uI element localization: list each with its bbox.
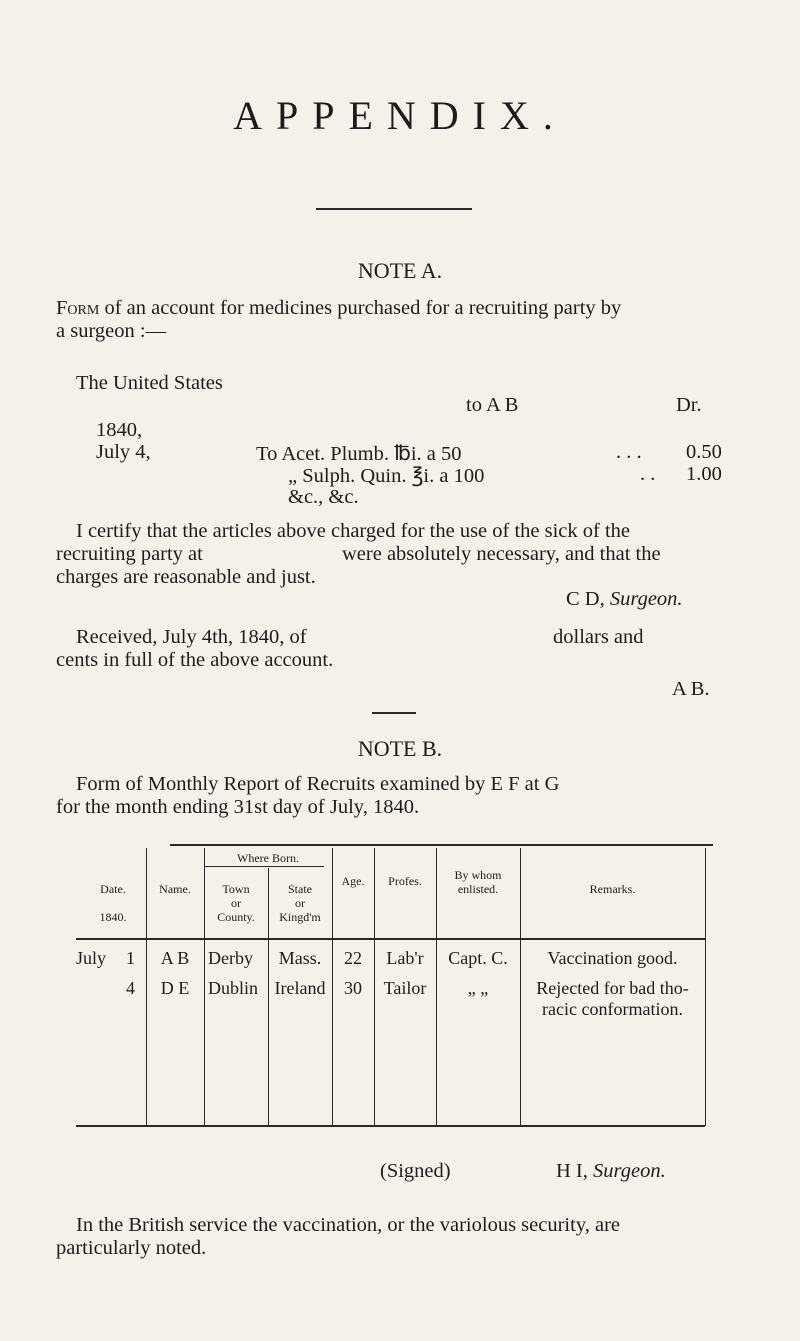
item-line-1: To Acet. Plumb. ℔i. a 50 — [256, 443, 462, 465]
row-2-remarks-line-2: racic conformation. — [542, 999, 683, 1019]
header-by-whom-1: By whom — [454, 868, 502, 882]
header-date-label: Date. — [100, 882, 126, 896]
intro-text: of an account for medicines purchased for a recruiting party by — [104, 297, 622, 319]
header-state-3: Kingd'm — [279, 910, 321, 924]
where-born-rule — [204, 866, 324, 867]
signed-label: (Signed) — [380, 1160, 451, 1182]
header-town — [204, 882, 268, 924]
header-by-whom — [436, 868, 520, 896]
row-2-remarks — [520, 978, 705, 1020]
received-sign: A B. — [672, 678, 710, 700]
note-b-signer-title: Surgeon. — [593, 1160, 666, 1182]
note-b-title: NOTE B. — [357, 736, 443, 761]
received-line-2: cents in full of the above account. — [56, 649, 334, 671]
certify-line-2a: recruiting party at — [56, 543, 203, 565]
note-b-intro-line-2: for the month ending 31st day of July, 1840. — [56, 796, 420, 818]
note-b-intro-line-1: Form of Monthly Report of Recruits examined by E F at G — [76, 773, 560, 795]
note-a-signature — [566, 588, 683, 611]
header-where-born: Where Born. — [237, 851, 299, 865]
item-line-2: „ Sulph. Quin. ℥i. a 100 — [288, 465, 485, 487]
table-bottom-rule — [76, 1125, 705, 1127]
received-line-1b: dollars and — [553, 626, 644, 648]
row-2-profes: Tailor — [383, 978, 427, 998]
signer-initials: C D, — [566, 588, 605, 610]
note-b-signature — [556, 1160, 666, 1183]
received-line-1a: Received, July 4th, 1840, of — [76, 626, 307, 648]
item-dots-1: . . . — [616, 441, 642, 463]
note-a-title: NOTE A. — [357, 258, 443, 283]
header-state — [268, 882, 332, 924]
closing-text — [56, 1214, 756, 1260]
row-2-name: D E — [160, 978, 190, 998]
intro-text-line2: a surgeon :— — [56, 320, 167, 342]
item-etc: &c., &c. — [288, 486, 359, 508]
row-1-profes: Lab'r — [386, 948, 424, 968]
closing-line-1: In the British service the vaccination, or the variolous security, are — [76, 1214, 621, 1236]
header-state-1: State — [288, 882, 312, 896]
closing-line-2: particularly noted. — [56, 1237, 207, 1259]
row-1-town: Derby — [208, 948, 253, 968]
note-a-intro — [56, 297, 746, 343]
signer-title: Surgeon. — [609, 588, 683, 610]
certify-line-3: charges are reasonable and just. — [56, 566, 316, 588]
header-town-2: or — [231, 896, 241, 910]
to-party: to A B — [466, 394, 519, 416]
row-1-name: A B — [160, 948, 190, 968]
item-dots-2: . . — [640, 463, 656, 485]
note-rule — [372, 712, 416, 714]
header-profes: Profes. — [388, 874, 422, 888]
row-2-remarks-line-1: Rejected for bad tho- — [536, 978, 689, 998]
header-town-1: Town — [222, 882, 250, 896]
certify-line-2b: were absolutely necessary, and that the — [342, 543, 661, 565]
header-date — [80, 882, 146, 924]
form-word: Form — [56, 297, 100, 319]
account-year: 1840, — [96, 419, 143, 441]
row-2-day: 4 — [126, 978, 135, 998]
row-2-town: Dublin — [208, 978, 259, 998]
header-year-label: 1840. — [99, 910, 127, 924]
row-1-age: 22 — [344, 948, 362, 968]
appendix-heading: APPENDIX. — [233, 93, 567, 138]
certify-line-1: I certify that the articles above charged for the use of the sick of the — [76, 520, 631, 542]
account-date: July 4, — [96, 441, 151, 463]
note-b-intro — [56, 773, 746, 819]
row-2-enlisted: „ „ — [467, 978, 489, 998]
row-2-age: 30 — [344, 978, 362, 998]
row-1-remarks: Vaccination good. — [547, 948, 678, 968]
table-top-rule — [170, 844, 713, 846]
recruits-report-table — [76, 848, 705, 1126]
heading-rule — [316, 208, 472, 210]
header-state-2: or — [295, 896, 305, 910]
payer: The United States — [76, 372, 223, 394]
header-by-whom-2: enlisted. — [457, 882, 499, 896]
row-1-state: Mass. — [278, 948, 322, 968]
header-town-3: County. — [217, 910, 255, 924]
item-amount-1: 0.50 — [686, 441, 722, 463]
header-name: Name. — [159, 882, 191, 896]
header-remarks: Remarks. — [589, 882, 636, 896]
note-b-signer-initials: H I, — [556, 1160, 588, 1182]
row-1-month: July — [76, 948, 107, 968]
dr-label: Dr. — [676, 394, 702, 416]
row-2-state: Ireland — [274, 978, 326, 998]
header-age: Age. — [341, 874, 365, 888]
row-1-enlisted: Capt. C. — [448, 948, 508, 968]
certify-text — [56, 520, 756, 589]
item-amount-2: 1.00 — [686, 463, 722, 485]
row-1-day: 1 — [126, 948, 135, 968]
col-divider — [705, 848, 706, 1126]
header-rule — [76, 938, 705, 940]
